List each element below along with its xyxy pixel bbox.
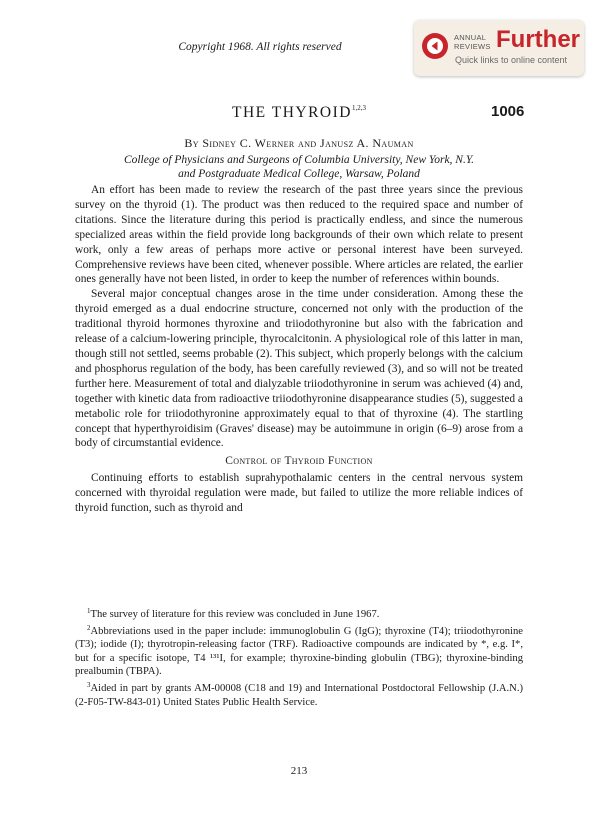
banner-further-label: Further xyxy=(496,26,580,53)
affiliation xyxy=(40,153,558,181)
banner-logo-text xyxy=(454,33,494,51)
body-paragraph-1: An effort has been made to review the research of the past three years since the previous survey on the thyroid (1). The product was then reduced to the required space and number of citations. Since the literature during this period is practically endless, and since the numerous specialized areas within the field provide long backgrounds of their own which relate to present work, only a few areas of perhaps more active or personal interest have been surveyed. Comprehensive reviews have been cited, whenever possible. Where articles are related, the earlier ones generally have not been listed, in order to keep the number of references within bounds. xyxy=(75,184,523,286)
footnote-1 xyxy=(75,605,523,622)
title-footnote-marks: 1,2,3 xyxy=(351,104,366,112)
affiliation-line-1: College of Physicians and Surgeons of Columbia University, New York, N.Y. xyxy=(123,154,475,166)
copyright-notice: Copyright 1968. All rights reserved xyxy=(178,41,342,53)
footnote-2 xyxy=(75,622,523,679)
further-links-banner[interactable] xyxy=(414,20,584,76)
body-paragraph-2: Several major conceptual changes arose in the time under consideration. Among these the thyroid emerged as a dual endocrine structure, concerned not only with the production of the traditional thyroid hormones thyroxine and triiodothyronine but also with the fabrication and release of a calcium-lowering principle, thyrocalcitonin. A physiological role of this latter in man, though still not settled, seems probable (2). This subject, which properly belongs with the calcium and phosphorus regulation of the body, has been carefully reviewed (3), and so will not be treated further here. Measurement of total and dialyzable triiodothyronine in serum was achieved (4) and, together with kinetic data from radioactive triiodothyronine disappearance studies (5), suggested a metabolic role for triiodothyronine approximately equal to that of thyroxine (4). The startling concept that hyperthyroidisim (Graves' disease) may be autoimmune in origin (6–9) arose from a body of circumstantial evidence. xyxy=(75,288,523,450)
footnote-2-mark: 2 xyxy=(87,623,91,632)
author-line xyxy=(0,136,598,151)
article-title-text: THE THYROID xyxy=(232,104,352,121)
footnotes xyxy=(75,605,523,709)
page-number: 213 xyxy=(290,765,308,777)
footnote-1-mark: 1 xyxy=(87,607,91,615)
author-2: Janusz A. Nauman xyxy=(320,136,414,150)
footnote-3-mark: 3 xyxy=(87,680,91,689)
banner-annual: ANNUAL xyxy=(454,33,487,42)
banner-reviews: REVIEWS xyxy=(454,42,491,51)
banner-subtitle: Quick links to online content xyxy=(455,55,568,65)
footnote-3-text: Aided in part by grants AM-00008 (C18 and 19) and International Postdoctoral Fellowship (J.A.N.) (2-F05-TW-843-01) United States Public Health Service. xyxy=(75,682,523,708)
section-heading: Control of Thyroid Function xyxy=(225,455,373,468)
back-arrow-icon xyxy=(422,33,448,59)
footnote-2-text: Abbreviations used in the paper include: immunoglobulin G (IgG); thyroxine (T4); triiodothyronine (T3); iodide (I); thyrotropin-releasing factor (TRF). Radioactive compounds are indicated by *, e.g. I*, but for a specific isotope, T4 ¹³¹I, for example; thyroxine-binding globulin (TBG); thyroxine-binding prealbumin (TBPA). xyxy=(75,625,523,678)
article-page-id: 1006 xyxy=(491,103,525,120)
author-and: and xyxy=(298,136,317,150)
footnote-3 xyxy=(75,679,523,709)
article-body xyxy=(75,183,523,516)
affiliation-line-2: and Postgraduate Medical College, Warsaw, Poland xyxy=(178,168,420,180)
author-1: Sidney C. Werner xyxy=(202,136,295,150)
author-by: By xyxy=(184,136,199,150)
body-paragraph-3: Continuing efforts to establish suprahypothalamic centers in the central nervous system concerned with thyroidal regulation were made, but failed to utilize the more reliable indices of thyroid function, such as thyroid and xyxy=(75,472,523,515)
footnote-1-text: The survey of literature for this review was concluded in June 1967. xyxy=(90,609,380,620)
